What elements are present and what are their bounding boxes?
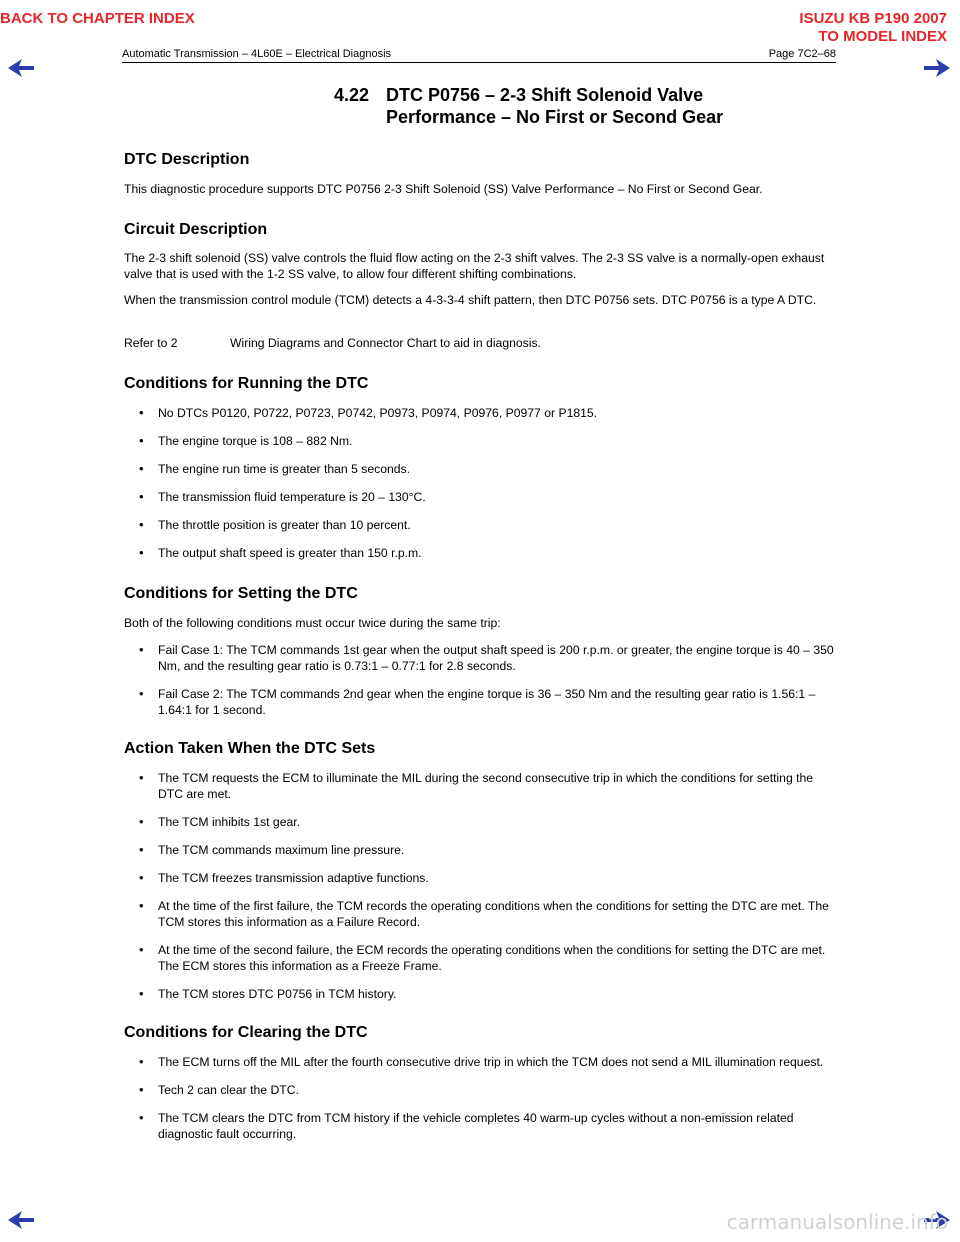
wiring-diagrams-reference[interactable]: Wiring Diagrams and Connector Chart to aid in diagnosis.: [230, 336, 541, 350]
list-item-text: No DTCs P0120, P0722, P0723, P0742, P0973, P0974, P0976, P0977 or P1815.: [158, 406, 598, 420]
running-conditions-heading: Conditions for Running the DTC: [124, 375, 369, 392]
list-item-text: The TCM stores DTC P0756 in TCM history.: [158, 987, 397, 1001]
previous-page-arrow-bottom-icon[interactable]: [6, 1208, 36, 1232]
dtc-description-heading: DTC Description: [124, 151, 250, 168]
bullet-icon: •: [139, 814, 144, 829]
bullet-icon: •: [139, 461, 144, 476]
page-number: Page 7C2–68: [768, 48, 836, 60]
list-item: [124, 1110, 836, 1142]
list-item-text: The TCM inhibits 1st gear.: [158, 815, 301, 829]
setting-conditions-heading: Conditions for Setting the DTC: [124, 585, 358, 602]
section-number: 4.22: [334, 85, 370, 105]
action-taken-heading: Action Taken When the DTC Sets: [124, 740, 376, 757]
list-item: [124, 642, 836, 674]
list-item-text: At the time of the first failure, the TCM records the operating conditions when the conditions for setting the DTC are met. The TCM stores this information as a Failure Record.: [158, 899, 829, 929]
bullet-icon: •: [139, 489, 144, 504]
list-item-text: The output shaft speed is greater than 150 r.p.m.: [158, 546, 422, 560]
running-header-left: Automatic Transmission – 4L60E – Electrical Diagnosis: [122, 48, 392, 60]
title-line-1: DTC P0756 – 2-3 Shift Solenoid Valve: [386, 85, 704, 105]
bullet-icon: •: [139, 870, 144, 885]
list-item: [124, 517, 836, 533]
clearing-conditions-list: [124, 1054, 836, 1154]
list-item-text: The TCM requests the ECM to illuminate the MIL during the second consecutive trip in which the conditions for setting the DTC are met.: [158, 771, 814, 801]
title-line-2: Performance – No First or Second Gear: [386, 107, 724, 127]
list-item-text: Fail Case 1: The TCM commands 1st gear when the output shaft speed is 200 r.p.m. or greater, the engine torque is 40 – 350 Nm, and the resulting gear ratio is 0.73:1 – 0.77:1 for 2.8 seconds.: [158, 643, 834, 673]
bullet-icon: •: [139, 1110, 144, 1125]
list-item-text: At the time of the second failure, the ECM records the operating conditions when the conditions for setting the DTC are met. The ECM stores this information as a Freeze Frame.: [158, 943, 826, 973]
bullet-icon: •: [139, 1054, 144, 1069]
bullet-icon: •: [139, 642, 144, 657]
setting-conditions-intro: Both of the following conditions must occur twice during the same trip:: [124, 616, 501, 630]
list-item: [124, 898, 836, 930]
list-item: [124, 770, 836, 802]
bullet-icon: •: [139, 405, 144, 420]
dtc-description-text: This diagnostic procedure supports DTC P0756 2-3 Shift Solenoid (SS) Valve Performance – No First or Second Gear.: [124, 182, 763, 196]
list-item: [124, 405, 836, 421]
back-to-chapter-index-link[interactable]: BACK TO CHAPTER INDEX: [0, 10, 195, 27]
list-item-text: The TCM commands maximum line pressure.: [158, 843, 405, 857]
list-item: [124, 942, 836, 974]
list-item-text: The engine torque is 108 – 882 Nm.: [158, 434, 353, 448]
list-item: [124, 842, 836, 858]
circuit-description-p2: When the transmission control module (TCM) detects a 4-3-3-4 shift pattern, then DTC P0756 sets. DTC P0756 is a type A DTC.: [124, 293, 817, 307]
list-item: [124, 686, 836, 718]
action-taken-list: [124, 770, 836, 1014]
list-item: [124, 545, 836, 561]
list-item-text: Fail Case 2: The TCM commands 2nd gear when the engine torque is 36 – 350 Nm and the resulting gear ratio is 1.56:1 – 1.64:1 for 1 second.: [158, 687, 816, 717]
bullet-icon: •: [139, 1082, 144, 1097]
running-conditions-list: [124, 405, 836, 573]
list-item-text: The ECM turns off the MIL after the fourth consecutive drive trip in which the TCM does not send a MIL illumination request.: [158, 1055, 824, 1069]
list-item: [124, 1082, 836, 1098]
page-title: [334, 84, 723, 128]
list-item-text: The TCM freezes transmission adaptive functions.: [158, 871, 429, 885]
bullet-icon: •: [139, 986, 144, 1001]
list-item: [124, 870, 836, 886]
bullet-icon: •: [139, 770, 144, 785]
refer-to-text: Refer to 2: [124, 336, 178, 350]
circuit-description-p3: [124, 335, 836, 351]
next-page-arrow-icon[interactable]: [922, 56, 952, 80]
circuit-description-p1: The 2-3 shift solenoid (SS) valve controls the fluid flow acting on the 2-3 shift valves. The 2-3 SS valve is a normally-open exhaust valve that is used with the 1-2 SS valve, to allow four different shifting combinations.: [124, 251, 825, 281]
model-title: ISUZU KB P190 2007: [799, 10, 947, 27]
model-nav: [799, 10, 947, 46]
list-item-text: The engine run time is greater than 5 seconds.: [158, 462, 411, 476]
list-item: [124, 986, 836, 1002]
previous-page-arrow-icon[interactable]: [6, 56, 36, 80]
list-item-text: The transmission fluid temperature is 20 – 130°C.: [158, 490, 426, 504]
list-item: [124, 814, 836, 830]
list-item: [124, 1054, 836, 1070]
circuit-description-heading: Circuit Description: [124, 221, 268, 238]
bullet-icon: •: [139, 686, 144, 701]
to-model-index-link[interactable]: TO MODEL INDEX: [818, 28, 947, 45]
bullet-icon: •: [139, 942, 144, 957]
setting-conditions-list: [124, 642, 836, 730]
header-rule: [122, 62, 836, 63]
watermark: carmanualsonline.info: [726, 1210, 948, 1234]
bullet-icon: •: [139, 842, 144, 857]
bullet-icon: •: [139, 433, 144, 448]
list-item: [124, 461, 836, 477]
list-item: [124, 433, 836, 449]
list-item: [124, 489, 836, 505]
bullet-icon: •: [139, 517, 144, 532]
bullet-icon: •: [139, 898, 144, 913]
clearing-conditions-heading: Conditions for Clearing the DTC: [124, 1024, 368, 1041]
bullet-icon: •: [139, 545, 144, 560]
list-item-text: The throttle position is greater than 10 percent.: [158, 518, 411, 532]
list-item-text: Tech 2 can clear the DTC.: [158, 1083, 299, 1097]
list-item-text: The TCM clears the DTC from TCM history if the vehicle completes 40 warm-up cycles without a non-emission related diagnostic fault occurring.: [158, 1111, 794, 1141]
